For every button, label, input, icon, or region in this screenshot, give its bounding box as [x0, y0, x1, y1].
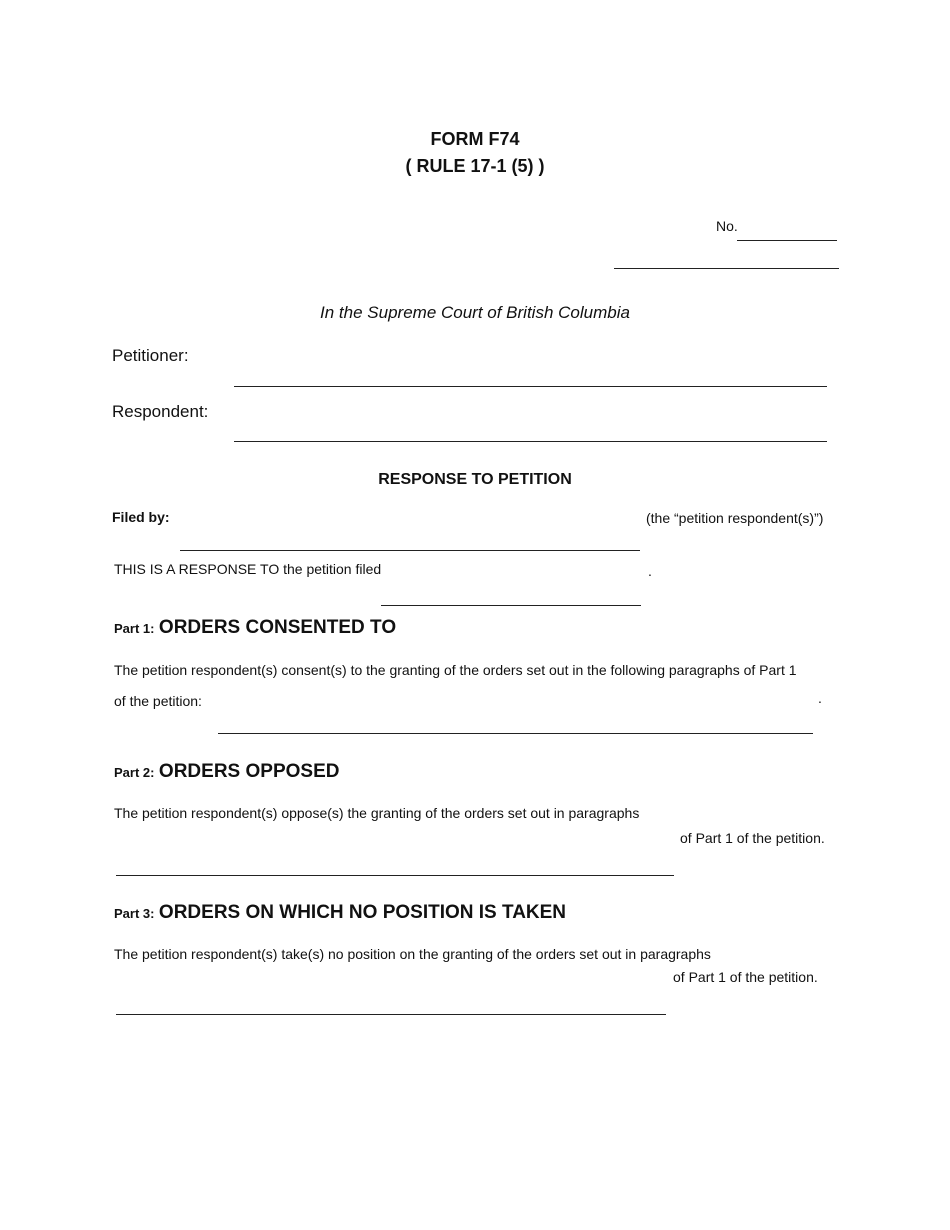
form-title: FORM F74 — [430, 129, 520, 149]
form-rule: ( RULE 17-1 (5) ) — [405, 156, 545, 176]
response-to-text: THIS IS A RESPONSE TO the petition filed — [114, 561, 382, 577]
part-2-title: ORDERS OPPOSED — [158, 761, 340, 782]
part-2-prefix: Part 2: — [114, 765, 155, 780]
filed-by-field[interactable] — [180, 550, 640, 551]
response-heading: RESPONSE TO PETITION — [378, 471, 572, 488]
petition-filed-date-field[interactable] — [381, 605, 641, 606]
respondent-field[interactable] — [234, 441, 827, 442]
part-3-text-line2: of Part 1 of the petition. — [673, 969, 818, 985]
part-2-text-line1: The petition respondent(s) oppose(s) the granting of the orders set out in paragraphs — [114, 805, 640, 821]
court-name: In the Supreme Court of British Columbia — [320, 303, 630, 322]
part-3-paragraphs-field[interactable] — [116, 1014, 666, 1015]
response-to-period: . — [648, 563, 652, 579]
petition-respondents-note: (the “petition respondent(s)”) — [646, 510, 824, 526]
registry-field[interactable] — [614, 268, 839, 269]
part-3-text-line1: The petition respondent(s) take(s) no position on the granting of the orders set out in paragraphs — [114, 946, 711, 962]
file-number-field[interactable] — [737, 240, 837, 241]
part-1-heading — [114, 617, 396, 639]
part-2-paragraphs-field[interactable] — [116, 875, 674, 876]
petitioner-label: Petitioner: — [112, 346, 189, 365]
part-1-text-line2: of the petition: — [114, 693, 202, 709]
part-1-title: ORDERS CONSENTED TO — [158, 617, 397, 638]
part-3-title: ORDERS ON WHICH NO POSITION IS TAKEN — [158, 902, 567, 923]
filed-by-label: Filed by: — [112, 509, 170, 525]
part-3-prefix: Part 3: — [114, 906, 155, 921]
part-1-prefix: Part 1: — [114, 621, 155, 636]
part-3-heading — [114, 902, 566, 924]
part-2-text-line2: of Part 1 of the petition. — [680, 830, 825, 846]
part-1-paragraphs-field[interactable] — [218, 733, 813, 734]
petitioner-field[interactable] — [234, 386, 827, 387]
file-number-label: No. — [716, 218, 738, 234]
part-2-heading — [114, 761, 339, 783]
part-1-text-line1: The petition respondent(s) consent(s) to the granting of the orders set out in the following paragraphs of Part 1 — [114, 662, 797, 678]
respondent-label: Respondent: — [112, 402, 209, 421]
part-1-end-period: . — [818, 690, 822, 706]
